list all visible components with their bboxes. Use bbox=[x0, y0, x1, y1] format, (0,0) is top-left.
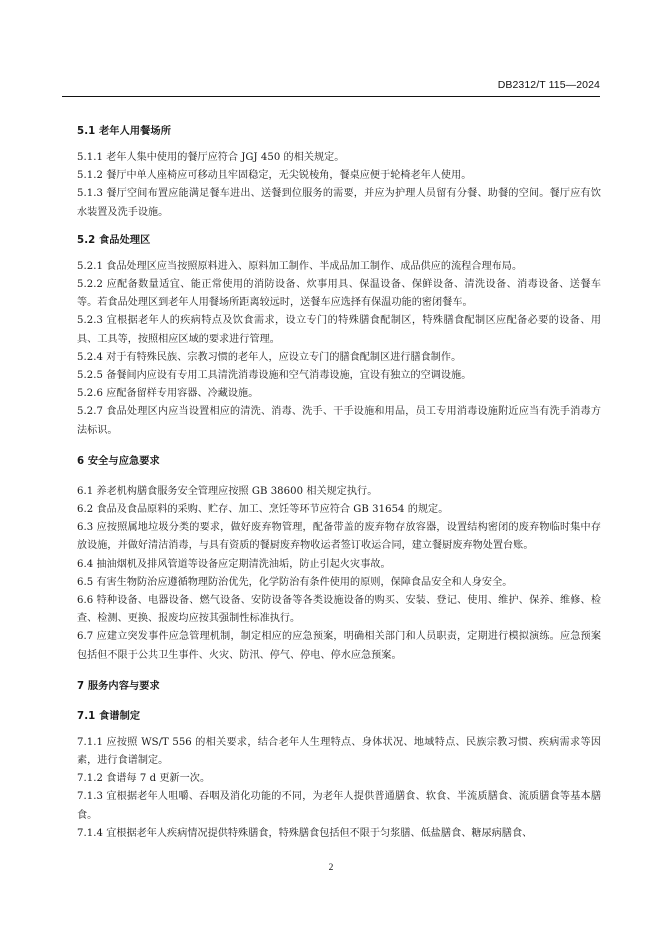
clause-paragraph: 5.2.1 食品处理区应当按照原料进入、原料加工制作、半成品加工制作、成品供应的流程合理布局。 bbox=[77, 260, 523, 272]
clause-paragraph: 6.6 特种设备、电器设备、燃气设备、安防设备等各类设施设备的购买、安装、登记、使用、维护、保养、维修、检查、检测、更换、报废均应按其强制性标准执行。 bbox=[77, 595, 601, 625]
clause-paragraph: 6.1 养老机构膳食服务安全管理应按照 GB 38600 相关规定执行。 bbox=[77, 485, 378, 497]
clause-paragraph: 6.3 应按照属地垃圾分类的要求，做好废弃物管理，配备带盖的废弃物存放容器，设置结构密闭的废弃物临时集中存放设施，并做好清洁消毒，与具有资质的餐厨废弃物收运者签订收运合同，建立餐厨废弃物处置台账。 bbox=[77, 522, 601, 552]
clause-paragraph: 6.2 食品及食品原料的采购、贮存、加工、烹饪等环节应符合 GB 31654 的规定。 bbox=[77, 504, 449, 516]
clause-paragraph: 7.1.4 宜根据老年人疾病情况提供特殊膳食，特殊膳食包括但不限于匀浆膳、低盐膳食、糖尿病膳食、 bbox=[77, 827, 533, 839]
clause-paragraph: 6.7 应建立突发事件应急管理机制，制定相应的应急预案，明确相关部门和人员职责，定期进行模拟演练。应急预案包括但不限于公共卫生事件、火灾、防汛、停气、停电、停水应急预案。 bbox=[77, 631, 601, 661]
section-heading: 6 安全与应急要求 bbox=[77, 455, 160, 467]
section-heading: 5.1 老年人用餐场所 bbox=[77, 126, 172, 137]
clause-paragraph: 5.2.4 对于有特殊民族、宗教习惯的老年人，应设立专门的膳食配制区进行膳食制作。 bbox=[77, 351, 462, 363]
document-body bbox=[77, 123, 601, 843]
clause-paragraph: 5.1.3 餐厅空间布置应能满足餐车进出、送餐到位服务的需要，并应为护理人员留有分餐、助餐的空间。餐厅应有饮水装置及洗手设施。 bbox=[77, 188, 601, 218]
header-rule bbox=[62, 96, 600, 97]
clause-paragraph: 5.2.6 应配备留样专用容器、冷藏设施。 bbox=[77, 388, 259, 400]
section-heading: 5.2 食品处理区 bbox=[77, 234, 151, 246]
document-number: DB2312/T 115—2024 bbox=[497, 79, 600, 91]
clause-paragraph: 5.1.2 餐厅中单人座椅应可移动且牢固稳定，无尖锐棱角，餐桌应便于轮椅老年人使用。 bbox=[77, 170, 472, 182]
clause-paragraph: 7.1.2 食谱每 7 d 更新一次。 bbox=[77, 773, 211, 785]
clause-paragraph: 5.1.1 老年人集中使用的餐厅应符合 JGJ 450 的相关规定。 bbox=[77, 152, 345, 163]
clause-paragraph: 7.1.3 宜根据老年人咀嚼、吞咽及消化功能的不同，为老年人提供普通膳食、软食、半流质膳食、流质膳食等基本膳食。 bbox=[77, 791, 601, 821]
clause-paragraph: 7.1.1 应按照 WS/T 556 的相关要求，结合老年人生理特点、身体状况、地域特点、民族宗教习惯、疾病需求等因素，进行食谱制定。 bbox=[77, 736, 601, 767]
section-heading: 7.1 食谱制定 bbox=[77, 710, 141, 722]
section-heading: 7 服务内容与要求 bbox=[77, 680, 160, 692]
clause-paragraph: 6.4 抽油烟机及排风管道等设备应定期清洗油垢，防止引起火灾事故。 bbox=[77, 558, 391, 570]
page-number: 2 bbox=[328, 863, 334, 873]
clause-paragraph: 6.5 有害生物防治应遵循物理防治优先，化学防治有条件使用的原则，保障食品安全和人身安全。 bbox=[77, 576, 513, 588]
clause-paragraph: 5.2.3 宜根据老年人的疾病特点及饮食需求，设立专门的特殊膳食配制区，特殊膳食配制区应配备必要的设备、用具、工具等，按照相应区域的要求进行管理。 bbox=[77, 315, 601, 345]
clause-paragraph: 5.2.5 备餐间内应设有专用工具清洗消毒设施和空气消毒设施，宜设有独立的空调设施。 bbox=[77, 370, 472, 382]
clause-paragraph: 5.2.2 应配备数量适宜、能正常使用的消防设备、炊事用具、保温设备、保鲜设备、清洗设备、消毒设备、送餐车等。若食品处理区到老年人用餐场所距离较远时，送餐车应选择有保温功能的密闭餐车。 bbox=[77, 279, 601, 309]
clause-paragraph: 5.2.7 食品处理区内应当设置相应的清洗、消毒、洗手、干手设施和用品，员工专用消毒设施附近应当有洗手消毒方法标识。 bbox=[77, 406, 601, 436]
